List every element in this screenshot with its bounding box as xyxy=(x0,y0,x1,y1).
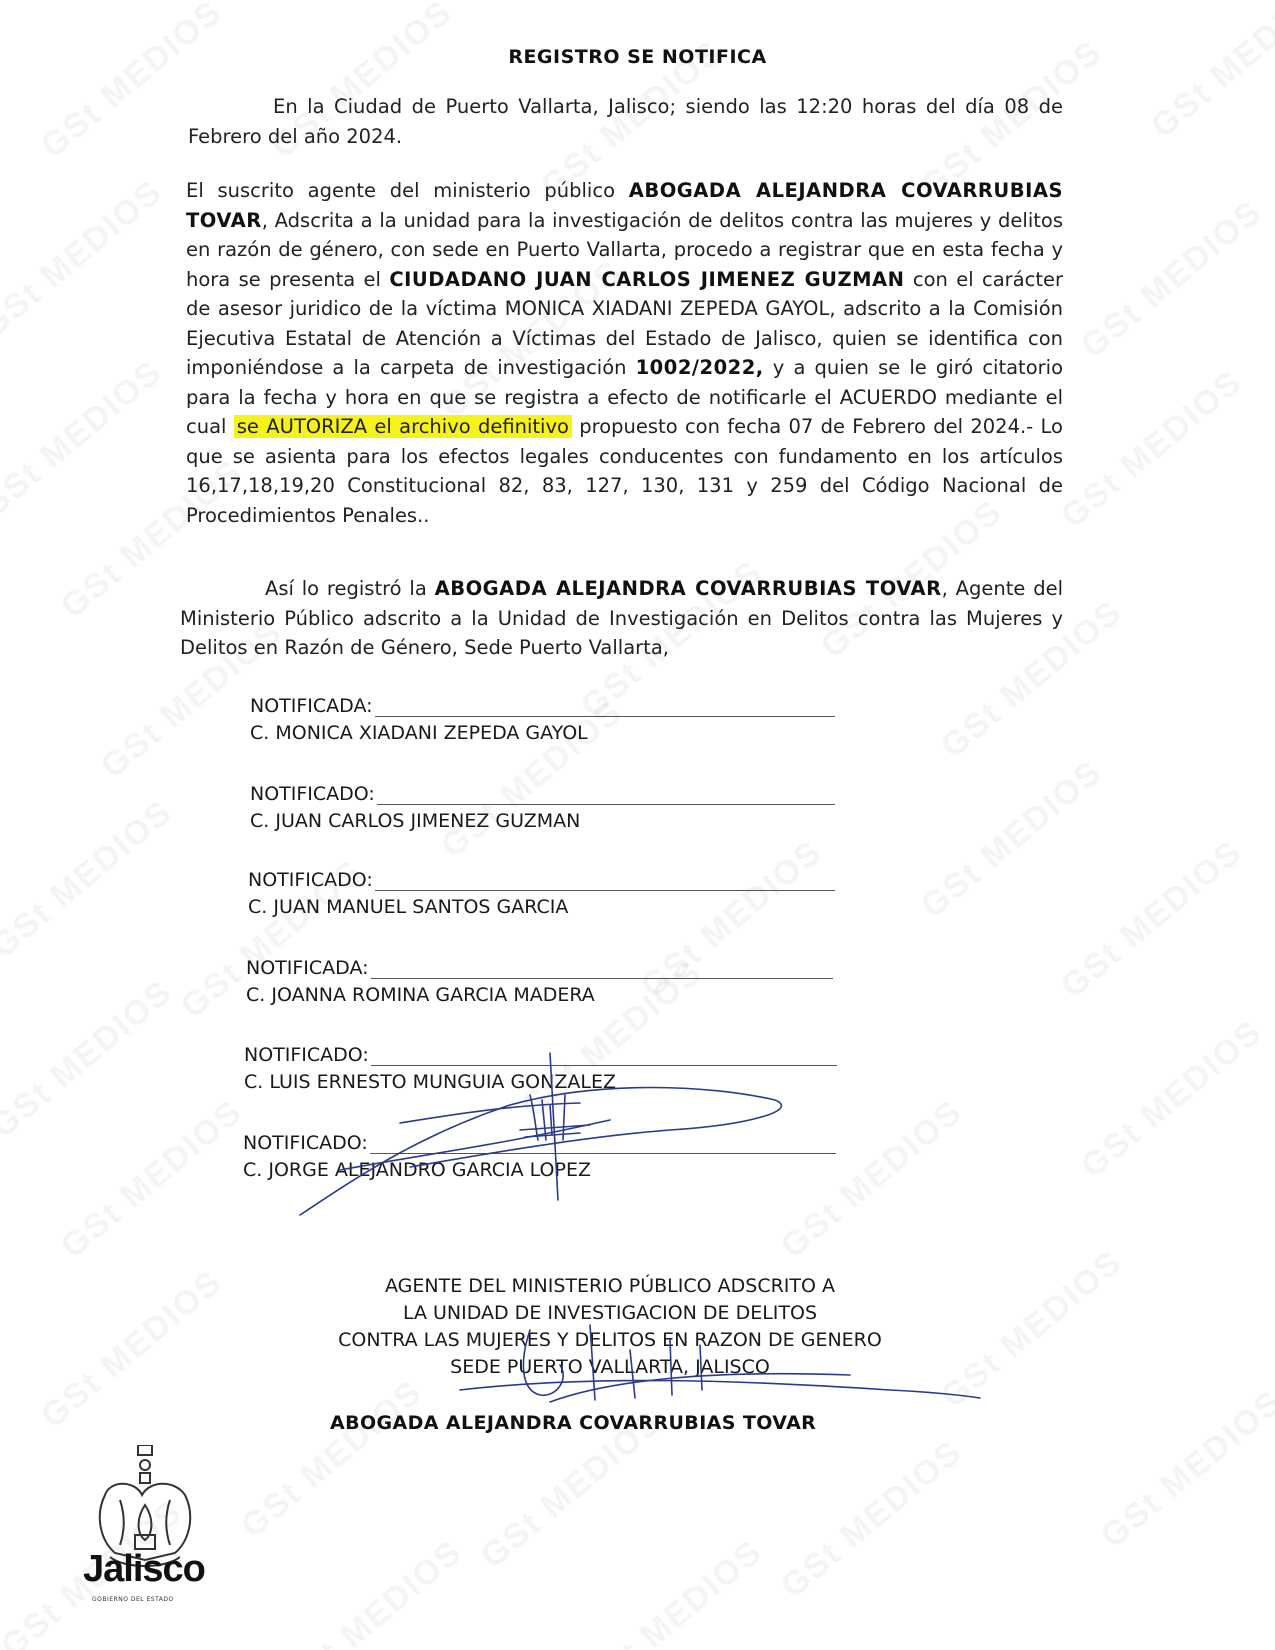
intro-paragraph: En la Ciudad de Puerto Vallarta, Jalisco; siendo las 12:20 horas del día 08 de Febrero del año 2024. xyxy=(188,95,1063,148)
closing-text: Así lo registró la xyxy=(265,577,435,600)
notified-person-name: C. JOANNA ROMINA GARCIA MADERA xyxy=(246,984,595,1006)
body-paragraph xyxy=(186,176,1063,530)
notified-person-name: C. LUIS ERNESTO MUNGUIA GONZALEZ xyxy=(244,1071,616,1093)
citizen-name-bold: CIUDADANO JUAN CARLOS JIMENEZ GUZMAN xyxy=(389,267,905,291)
document-title: REGISTRO SE NOTIFICA xyxy=(508,46,767,68)
closing-paragraph xyxy=(180,574,1063,663)
highlighted-text: se AUTORIZA el archivo definitivo xyxy=(234,415,572,438)
notification-entry xyxy=(243,1130,883,1181)
signature-line xyxy=(377,786,835,805)
signature-line xyxy=(375,872,835,891)
case-number: 1002/2022, xyxy=(635,356,764,379)
agent-signature-block xyxy=(280,1273,940,1381)
notification-label: NOTIFICADO: xyxy=(250,783,375,805)
notification-entry xyxy=(248,867,888,918)
agent-signature-name: ABOGADA ALEJANDRA COVARRUBIAS TOVAR xyxy=(330,1412,817,1434)
body-text: y a quien se le giró citatorio para la fecha y hora en que se registra a efecto de notificarle el ACUERDO mediante el cual xyxy=(186,356,1063,438)
signature-line xyxy=(371,960,833,979)
body-text: propuesto con fecha 07 de Febrero del 2024.- Lo que se asienta para los efectos legales conducentes con fundamento en los artículos 16,17,18,19,20 Constitucional 82, 83, 127, 130, 131 y 259 del Código Nacional de Procedimientos Penales.. xyxy=(186,415,1063,527)
notification-label: NOTIFICADA: xyxy=(246,957,369,979)
closing-text: , Agente del Ministerio Público adscrito a la Unidad de Investigación en Delitos contra las Mujeres y Delitos en Razón de Género, Sede Puerto Vallarta, xyxy=(180,577,1063,659)
jalisco-logo-text: Jalisco xyxy=(83,1548,205,1590)
notification-entry xyxy=(244,1042,884,1093)
notification-entry xyxy=(250,693,890,744)
agent-title-line: AGENTE DEL MINISTERIO PÚBLICO ADSCRITO A xyxy=(384,1275,835,1297)
notification-entry xyxy=(250,781,890,832)
agent-title-line: SEDE PUERTO VALLARTA, JALISCO xyxy=(450,1356,770,1378)
body-text: El suscrito agente del ministerio público xyxy=(186,179,629,202)
notification-entry xyxy=(246,955,886,1006)
agent-name-bold: ABOGADA ALEJANDRA COVARRUBIAS TOVAR xyxy=(186,179,1064,232)
notification-label: NOTIFICADO: xyxy=(248,869,373,891)
jalisco-logo-subtext: GOBIERNO DEL ESTADO xyxy=(92,1596,174,1603)
notified-person-name: C. JUAN MANUEL SANTOS GARCIA xyxy=(248,896,569,918)
notified-person-name: C. JUAN CARLOS JIMENEZ GUZMAN xyxy=(250,810,581,832)
signature-line xyxy=(370,1135,836,1154)
signature-line xyxy=(375,698,835,717)
notification-label: NOTIFICADO: xyxy=(244,1044,369,1066)
signature-line xyxy=(371,1047,837,1066)
agent-name-bold: ABOGADA ALEJANDRA COVARRUBIAS TOVAR xyxy=(434,577,942,600)
agent-title-line: CONTRA LAS MUJERES Y DELITOS EN RAZON DE GENERO xyxy=(338,1329,882,1351)
agent-title-line: LA UNIDAD DE INVESTIGACION DE DELITOS xyxy=(402,1302,818,1324)
body-text: , Adscrita a la unidad para la investigación de delitos contra las mujeres y delitos en razón de género, con sede en Puerto Vallarta, procedo a registrar que en esta fecha y hora se presenta el xyxy=(186,208,1063,291)
notification-label: NOTIFICADA: xyxy=(250,695,373,717)
notified-person-name: C. JORGE ALEJANDRO GARCIA LOPEZ xyxy=(243,1159,591,1181)
notified-person-name: C. MONICA XIADANI ZEPEDA GAYOL xyxy=(250,722,588,744)
notification-label: NOTIFICADO: xyxy=(243,1132,368,1154)
body-text: con el carácter de asesor juridico de la víctima MONICA XIADANI ZEPEDA GAYOL, adscrito a la Comisión Ejecutiva Estatal de Atención a Víctimas del Estado de Jalisco, quien se identifica con imponiéndose a la carpeta de investigación xyxy=(186,267,1064,379)
